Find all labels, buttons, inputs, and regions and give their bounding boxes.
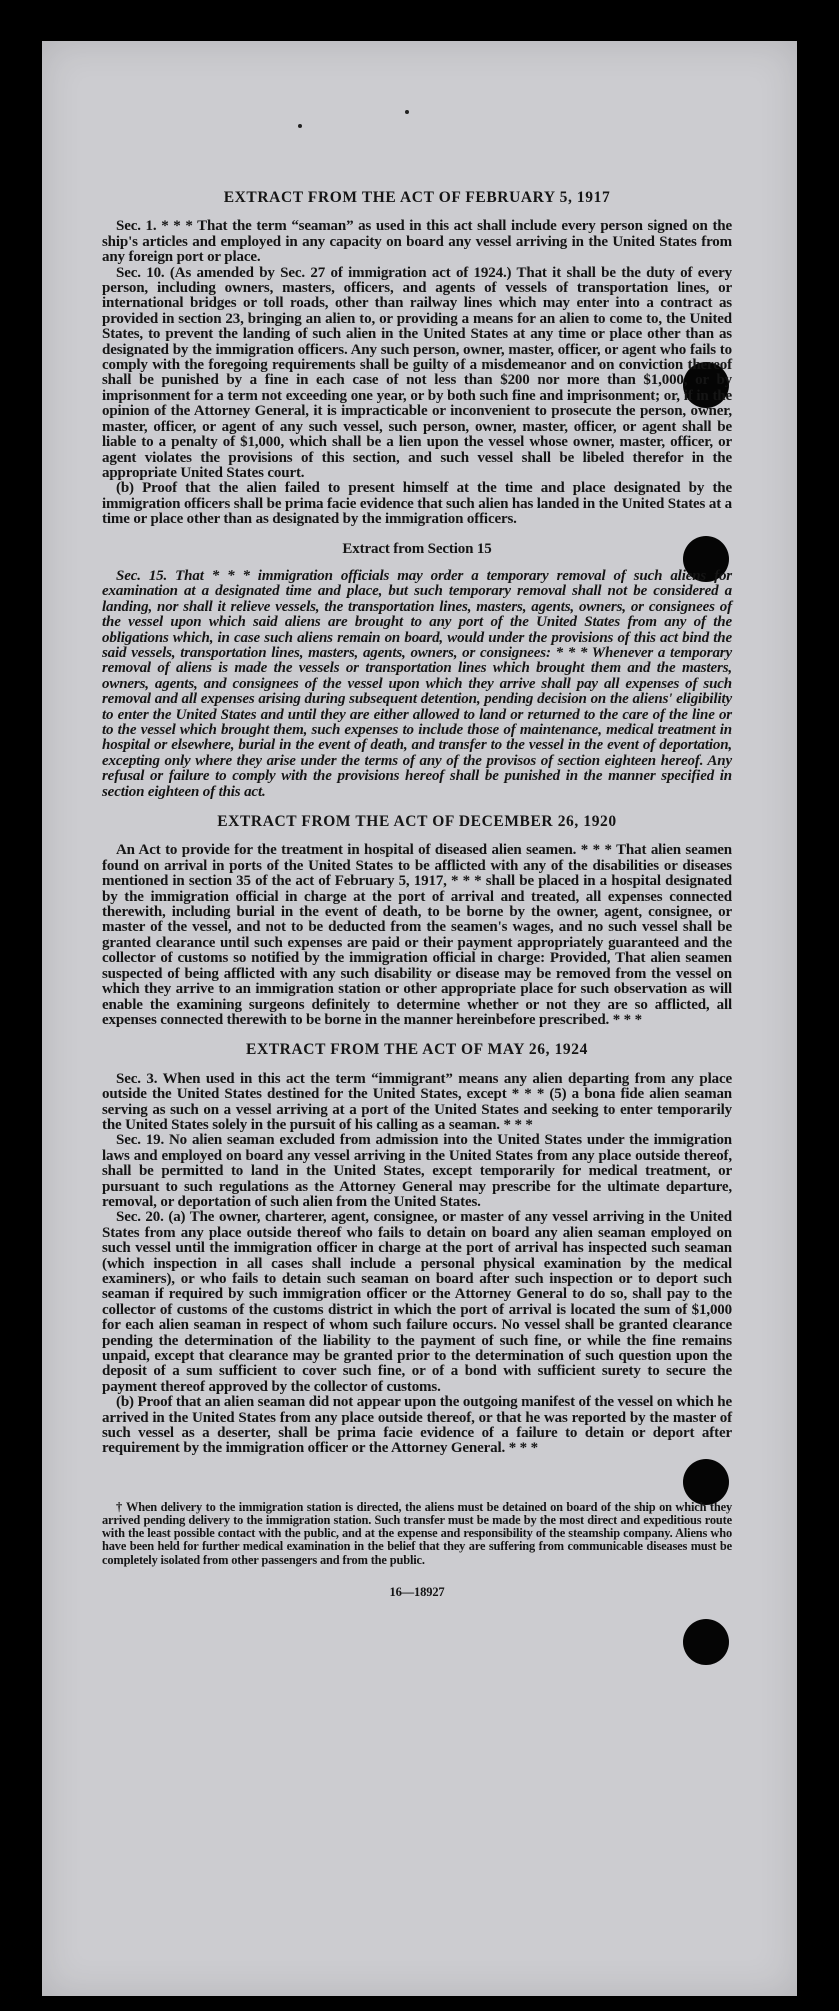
paragraph: Sec. 1. * * * That the term “seaman” as used in this act shall include every person signed on the ship's articles and employed in any capacity on board any vessel arriving in the United States from any foreign port or place. xyxy=(102,218,732,266)
document-text xyxy=(102,190,732,1600)
heading-act-1917: EXTRACT FROM THE ACT OF FEBRUARY 5, 1917 xyxy=(223,189,611,206)
paragraph: (b) Proof that the alien failed to present himself at the time and place designated by the immigration officers shall be prima facie evidence that such alien has landed in the United States at a time or place other than as designated by the immigration officers. xyxy=(102,480,732,528)
paragraph: (b) Proof that an alien seaman did not appear upon the outgoing manifest of the vessel on which he arrived in the United States from any place outside thereof, or that he was reported by the master of such vessel as a deserter, shall be prima facie evidence of a failure to detain or deport after requirement by the immigration officer or the Attorney General. * * * xyxy=(102,1394,732,1457)
footnote: † When delivery to the immigration station is directed, the aliens must be detained on board of the ship on which they arrived pending delivery to the immigration station. Such transfer must be made by the most direct and expeditious route with the least possible contact with the public, and at the expense and responsibility of the steamship company. Aliens who have been held for further medical examination in the belief that they are suffering from communicable diseases must be completely isolated from other passengers and from the public. xyxy=(102,1499,732,1567)
punch-hole xyxy=(683,1619,729,1665)
stray-mark xyxy=(405,110,409,114)
paragraph: Sec. 10. (As amended by Sec. 27 of immigration act of 1924.) That it shall be the duty of every person, including owners, masters, officers, and agents of vessels of transportation lines, or international bridges or toll roads, other than railway lines which may enter into a contract as provided in section 23, bringing an alien to, or providing a means for an alien to come to, the United States, to prevent the landing of such alien in the United States at any time or place other than as designated by the immigration officers. Any such person, owner, master, officer, or agent who fails to comply with the foregoing requirements shall be guilty of a misdemeanor and on conviction thereof shall be punished by a fine in each case of not less than $200 nor more than $1,000, or by imprisonment for a term not exceeding one year, or by both such fine and imprisonment; or, if in the opinion of the Attorney General, it is impracticable or inconvenient to prosecute the person, owner, master, officer, or agent of any such vessel, such person, owner, master, officer, or agent shall be liable to a penalty of $1,000, which shall be a lien upon the vessel whose owner, master, officer, or agent violates the provisions of this section, and such vessel shall be libeled therefor in the appropriate United States court. xyxy=(102,264,732,481)
paragraph: Sec. 15. That * * * immigration officials may order a temporary removal of such aliens for examination at a designated time and place, but such temporary removal shall not be considered a landing, nor shall it relieve vessels, the transportation lines, masters, agents, owners, or consignees of the vessel upon which said aliens are brought to any port of the United States from any of the obligations which, in case such aliens remain on board, would under the provisions of this act bind the said vessels, transportation lines, masters, agents, owners, or consignees: * * * Whenever a temporary removal of aliens is made the vessels or transportation lines which brought them and the masters, owners, agents, and consignees of the vessel upon which they arrive shall pay all expenses of such removal and all expenses arising during subsequent detention, pending decision on the aliens' eligibility to enter the United States and until they are either allowed to land or returned to the care of the line or to the vessel which brought them, such expenses to include those of maintenance, medical treatment in hospital or elsewhere, burial in the event of death, and transfer to the vessel in the event of deportation, excepting only where they arise under the terms of any of the provisos of section eighteen hereof. Any refusal or failure to comply with the provisions hereof shall be punished in the manner specified in section eighteen of this act. xyxy=(102,567,732,800)
paragraph: Sec. 20. (a) The owner, charterer, agent, consignee, or master of any vessel arriving in the United States from any place outside thereof who fails to detain on board any alien seaman employed on such vessel until the immigration officer in charge at the port of arrival has inspected such seaman (which inspection in all cases shall include a personal physical examination by the medical examiners), or who fails to detain such seaman on board after such inspection or to deport such seaman if required by such immigration officer or the Attorney General to do so, shall pay to the collector of customs of the customs district in which the port of arrival is located the sum of $1,000 for each alien seaman in respect of whom such failure occurs. No vessel shall be granted clearance pending the determination of the liability to the payment of such fine, or while the fine remains unpaid, except that clearance may be granted prior to the determination of such question upon the deposit of a sum sufficient to cover such fine, or of a bond with sufficient surety to secure the payment thereof approved by the collector of customs. xyxy=(102,1209,732,1395)
subheading-section-15: Extract from Section 15 xyxy=(342,540,492,557)
paragraph: Sec. 3. When used in this act the term “immigrant” means any alien departing from any place outside the United States destined for the United States, except * * * (5) a bona fide alien seaman serving as such on a vessel arriving at a port of the United States and seeking to enter temporarily the United States solely in the pursuit of his calling as a seaman. * * * xyxy=(102,1070,732,1133)
heading-act-1924: EXTRACT FROM THE ACT OF MAY 26, 1924 xyxy=(246,1041,588,1059)
heading-act-1920: EXTRACT FROM THE ACT OF DECEMBER 26, 1920 xyxy=(217,813,617,831)
paragraph: Sec. 19. No alien seaman excluded from admission into the United States under the immigration laws and employed on board any vessel arriving in the United States from any place outside thereof, shall be permitted to land in the United States, except temporarily for medical treatment, or pursuant to such regulations as the Attorney General may prescribe for the ultimate departure, removal, or deportation of such alien from the United States. xyxy=(102,1132,732,1210)
paragraph: An Act to provide for the treatment in hospital of diseased alien seamen. * * * That alien seamen found on arrival in ports of the United States to be afflicted with any of the disabilities or diseases mentioned in section 35 of the act of February 5, 1917, * * * shall be placed in a hospital designated by the immigration official in charge at the port of arrival and treated, all expenses connected therewith, including burial in the event of death, to be borne by the owner, agent, consignee, or master of the vessel, and not to be deducted from the seamen's wages, and no such vessel shall be granted clearance until such expenses are paid or their payment appropriately guaranteed and the collector of customs so notified by the immigration official in charge: Provided, That alien seamen suspected of being afflicted with any such disability or disease may be removed from the vessel on which they arrive to an immigration station or other appropriate place for such observation as will enable the examining surgeons definitely to determine whether or not they are so afflicted, all expenses connected therewith to be borne in the manner hereinbefore prescribed. * * * xyxy=(102,842,732,1028)
stray-mark xyxy=(298,124,302,128)
page-number: 16—18927 xyxy=(389,1584,445,1599)
